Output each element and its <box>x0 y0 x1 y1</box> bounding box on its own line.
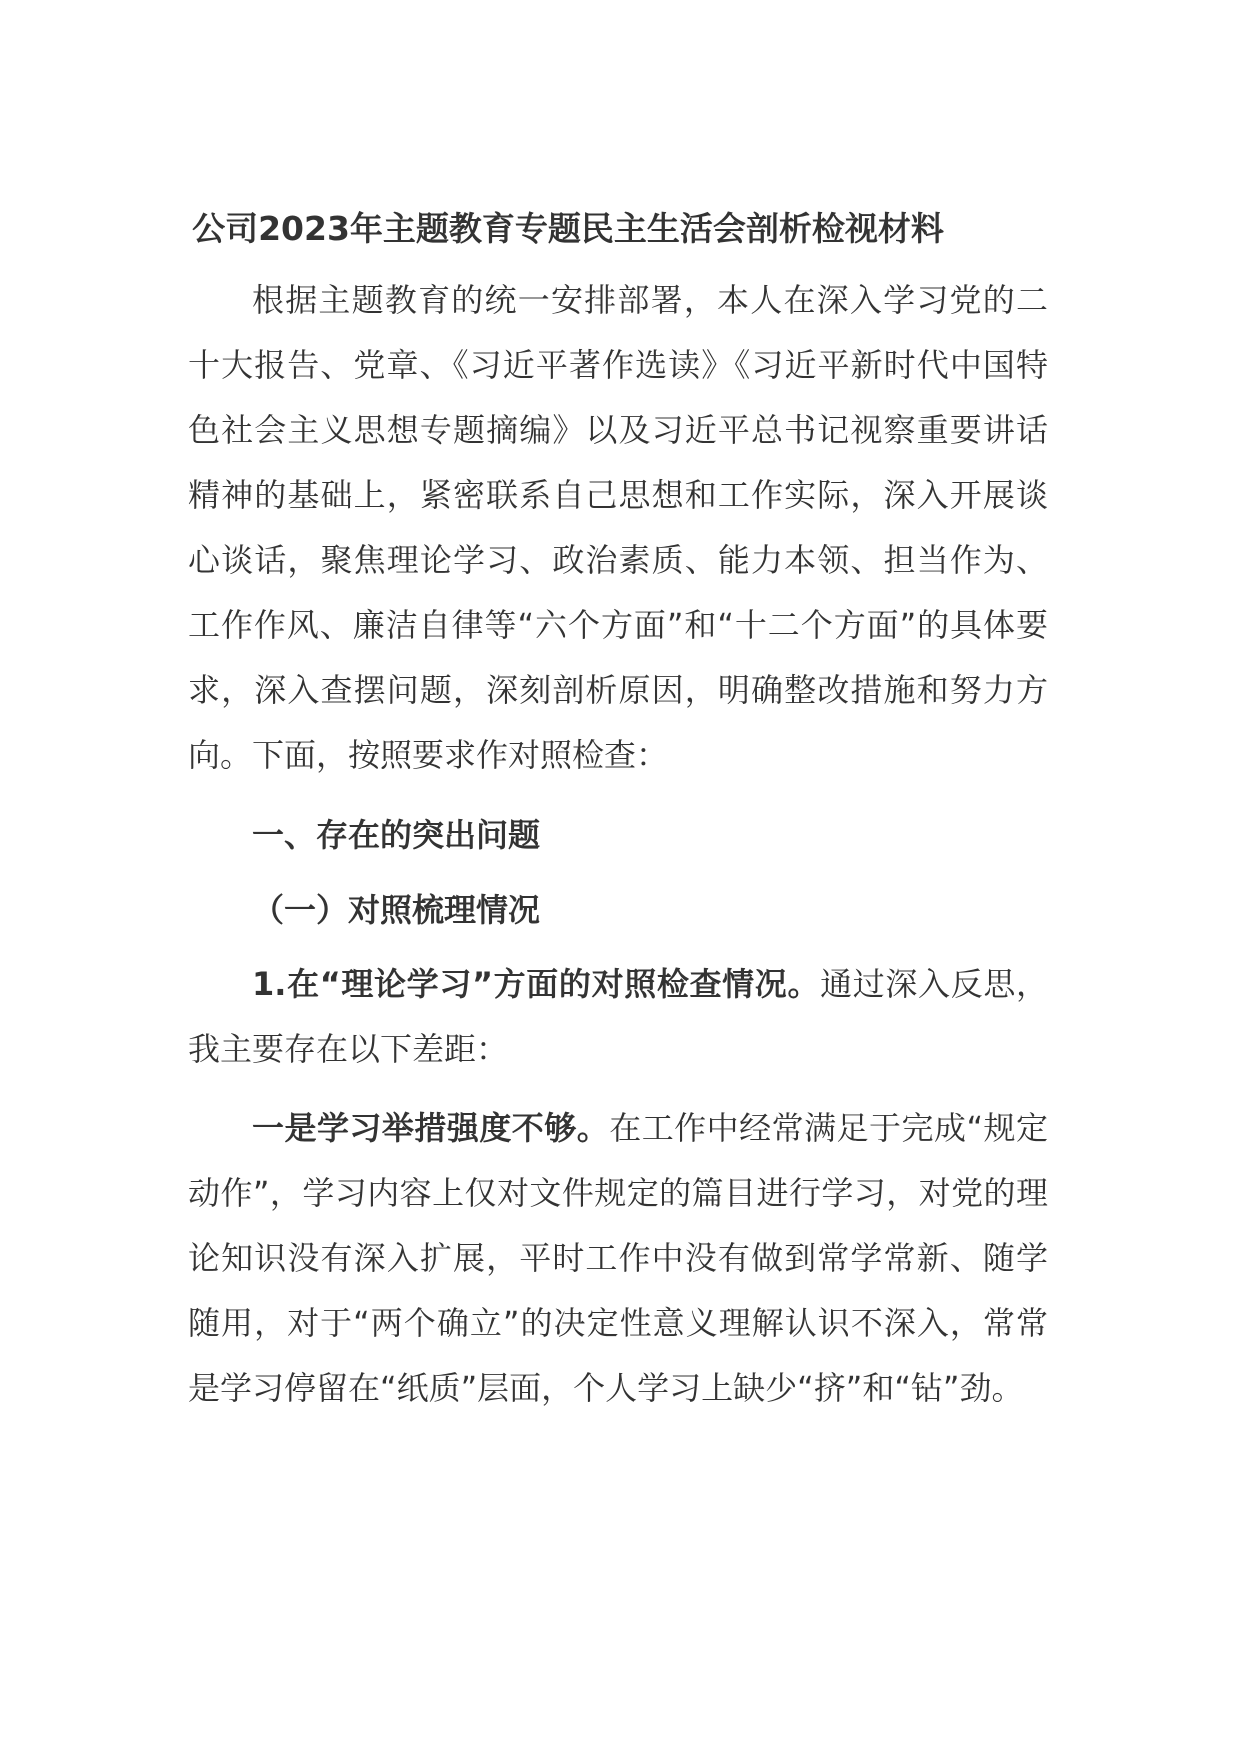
section-heading-problems: 一、存在的突出问题 <box>252 816 541 854</box>
item-body-text: 通过深入反思，我主要存在以下差距： <box>188 965 1048 1068</box>
subsection-heading-review: （一）对照梳理情况 <box>252 891 541 929</box>
item-paragraph-theory-study <box>188 952 1048 1082</box>
point-lead-bold: 一是学习举措强度不够。 <box>252 1109 610 1147</box>
intro-paragraph: 根据主题教育的统一安排部署，本人在深入学习党的二十大报告、党章、《习近平著作选读》《习近平新时代中国特色社会主义思想专题摘编》以及习近平总书记视察重要讲话精神的基础上，紧密联系自己思想和工作实际，深入开展谈心谈话，聚焦理论学习、政治素质、能力本领、担当作为、工作作风、廉洁自律等“六个方面”和“十二个方面”的具体要求，深入查摆问题，深刻剖析原因，明确整改措施和努力方向。下面，按照要求作对照检查： <box>188 281 1048 774</box>
document-page <box>188 200 1048 1421</box>
point-paragraph-study-intensity <box>188 1096 1048 1421</box>
document-title: 公司2023年主题教育专题民主生活会剖析检视材料 <box>192 209 944 248</box>
item-lead-bold: 1.在“理论学习”方面的对照检查情况。 <box>252 965 821 1003</box>
point-body-text: 在工作中经常满足于完成“规定动作”，学习内容上仅对文件规定的篇目进行学习，对党的理论知识没有深入扩展，平时工作中没有做到常学常新、随学随用，对于“两个确立”的决定性意义理解认识不深入，常常是学习停留在“纸质”层面，个人学习上缺少“挤”和“钻”劲。 <box>188 1109 1048 1407</box>
